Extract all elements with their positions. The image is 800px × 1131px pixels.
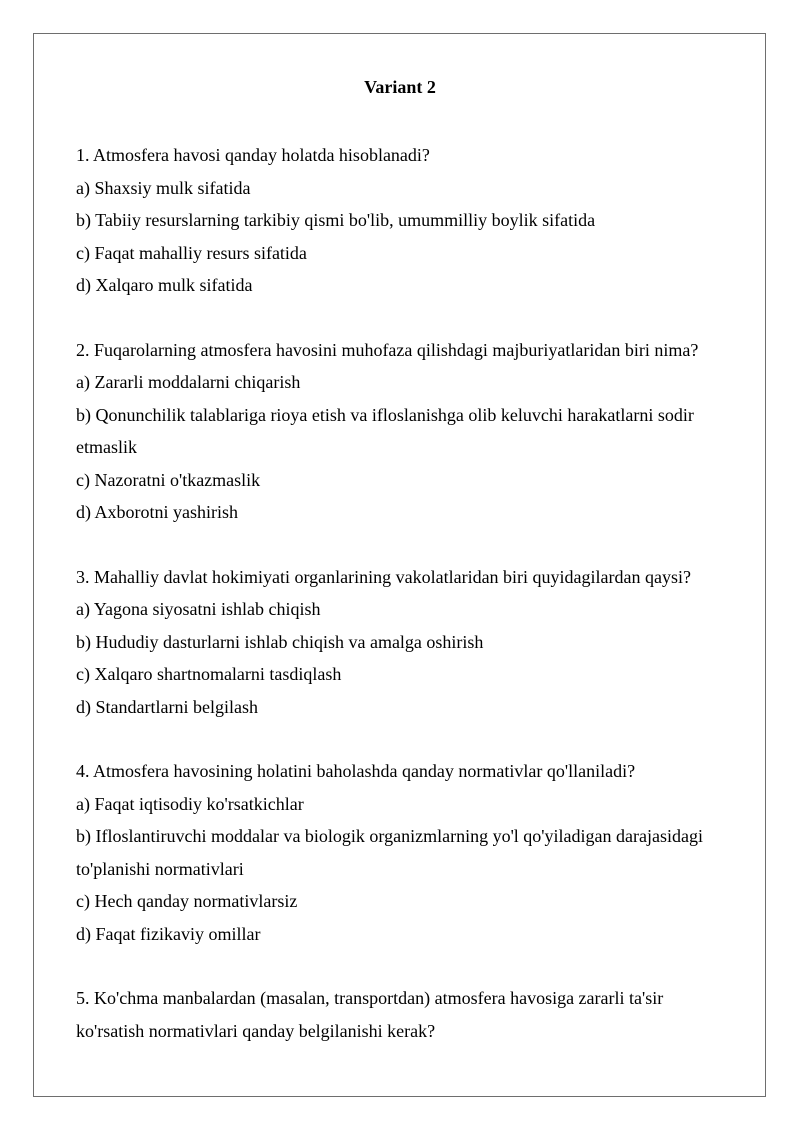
answer-option-c: c) Faqat mahalliy resurs sifatida [76,242,307,263]
answer-option-d: d) Axborotni yashirish [76,502,238,522]
answer-option-b: b) Hududiy dasturlarni ishlab chiqish va amalga oshirish [76,631,484,652]
answer-option-c: c) Nazoratni o'tkazmaslik [76,469,261,490]
answer-option-b-continued: etmaslik [76,437,137,457]
question-text: 2. Fuqarolarning atmosfera havosini muhofaza qilishdagi majburiyatlaridan biri nima? [76,339,699,360]
answer-option-a: a) Faqat iqtisodiy ko'rsatkichlar [76,793,304,814]
document-title: Variant 2 [364,77,436,97]
question-3 [76,561,746,724]
question-text: 1. Atmosfera havosi qanday holatda hisoblanadi? [76,145,430,165]
answer-option-a: a) Zararli moddalarni chiqarish [76,372,301,392]
answer-option-d: d) Standartlarni belgilash [76,696,258,717]
answer-option-b-continued: to'planishi normativlari [76,858,244,879]
answer-option-a: a) Yagona siyosatni ishlab chiqish [76,599,321,619]
question-1 [76,139,746,302]
question-4 [76,755,746,950]
answer-option-c: c) Xalqaro shartnomalarni tasdiqlash [76,664,342,684]
answer-option-d: d) Faqat fizikaviy omillar [76,923,261,944]
question-text-continued: ko'rsatish normativlari qanday belgilanishi kerak? [76,1020,436,1041]
questions-list [76,139,746,1079]
answer-option-b: b) Qonunchilik talablariga rioya etish va ifloslanishga olib keluvchi harakatlarni sodir [76,404,694,425]
answer-option-a: a) Shaxsiy mulk sifatida [76,177,251,198]
question-2 [76,334,746,529]
question-text: 3. Mahalliy davlat hokimiyati organlarining vakolatlaridan biri quyidagilardan qaysi? [76,566,692,587]
question-text: 4. Atmosfera havosining holatini baholashda qanday normativlar qo'llaniladi? [76,761,636,781]
answer-option-b: b) Tabiiy resurslarning tarkibiy qismi bo'lib, umummilliy boylik sifatida [76,210,596,230]
question-5 [76,982,746,1047]
answer-option-b: b) Ifloslantiruvchi moddalar va biologik organizmlarning yo'l qo'yiladigan darajasidagi [76,826,703,846]
question-text: 5. Ko'chma manbalardan (masalan, transportdan) atmosfera havosiga zararli ta'sir [76,988,664,1008]
answer-option-c: c) Hech qanday normativlarsiz [76,891,298,911]
answer-option-d: d) Xalqaro mulk sifatida [76,275,253,295]
